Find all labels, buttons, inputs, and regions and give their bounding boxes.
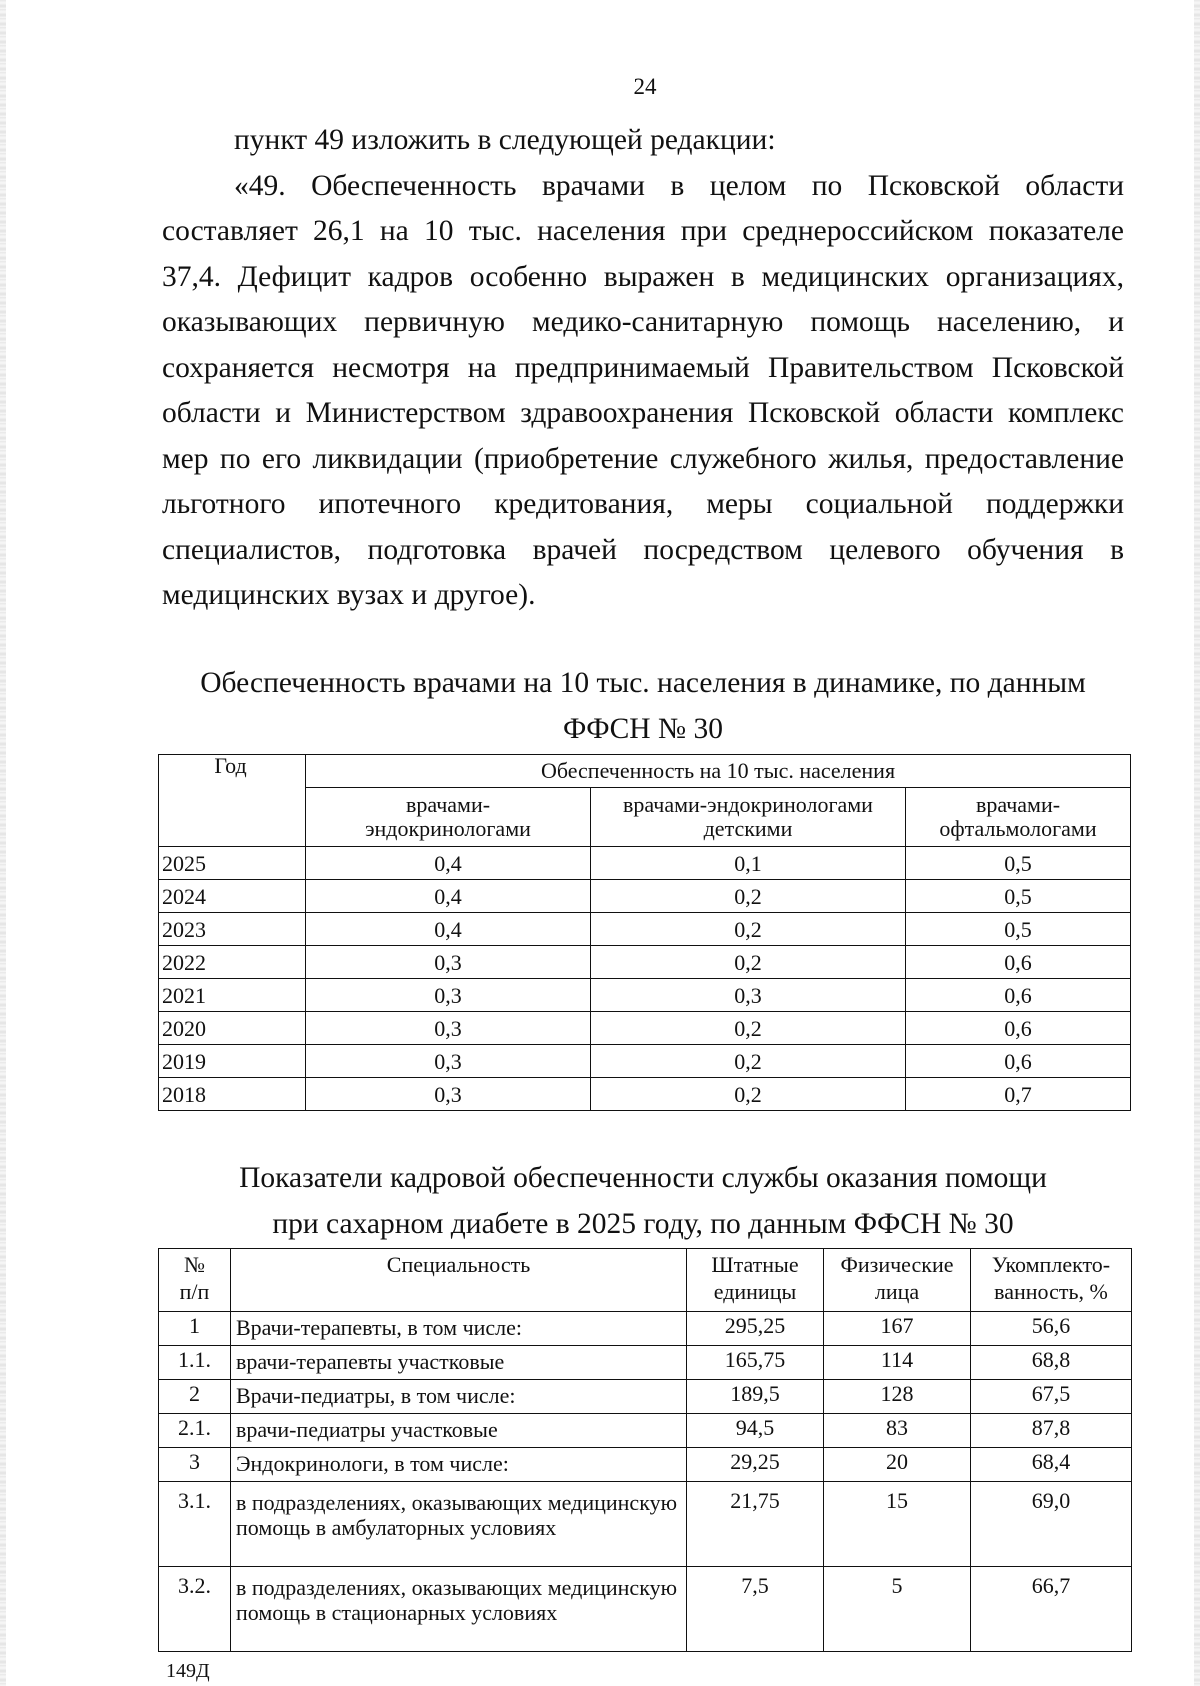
table1-caption-line1: Обеспеченность врачами на 10 тыс. населения в динамике, по данным bbox=[200, 667, 1086, 699]
row-number-cell: 3.2. bbox=[159, 1567, 231, 1652]
table1-header-row bbox=[159, 755, 1131, 788]
staff-units-cell: 189,5 bbox=[687, 1380, 824, 1414]
table-row bbox=[159, 913, 1131, 946]
paragraph-49: «49. Обеспеченность врачами в целом по Псковской области составляет 26,1 на 10 тыс. населения при среднероссийском показателе 37,4. Дефицит кадров особенно выражен в медицинских организациях, оказывающих первичную медико-санитарную помощь населению, и сохраняется несмотря на предпринимаемый Правительством Псковской области и Министерством здравоохранения Псковской области комплекс мер по его ликвидации (приобретение служебного жилья, предоставление льготного ипотечного кредитования, меры социальной поддержки специалистов, подготовка врачей посредством целевого обучения в медицинских вузах и другое). bbox=[162, 169, 1124, 611]
table-row bbox=[159, 979, 1131, 1012]
table-row bbox=[159, 946, 1131, 979]
value-cell: 0,1 bbox=[591, 847, 906, 880]
table-row bbox=[159, 847, 1131, 880]
staffing-percent-cell: 87,8 bbox=[971, 1414, 1132, 1448]
value-cell: 0,6 bbox=[906, 1012, 1131, 1045]
staff-units-cell: 165,75 bbox=[687, 1346, 824, 1380]
value-cell: 0,4 bbox=[306, 847, 591, 880]
row-number-cell: 3.1. bbox=[159, 1482, 231, 1567]
value-cell: 0,5 bbox=[906, 913, 1131, 946]
table2-header-pct-line1: Укомплекто- bbox=[991, 1252, 1111, 1277]
row-number-cell: 1 bbox=[159, 1312, 231, 1346]
table1-header-a-line1: врачами- bbox=[405, 792, 491, 817]
table1-caption-line2: ФФСН № 30 bbox=[563, 713, 723, 745]
table2-caption-line2: при сахарном диабете в 2025 году, по данным ФФСН № 30 bbox=[272, 1208, 1014, 1240]
staff-units-cell: 29,25 bbox=[687, 1448, 824, 1482]
value-cell: 0,3 bbox=[591, 979, 906, 1012]
staffing-percent-cell: 56,6 bbox=[971, 1312, 1132, 1346]
year-cell: 2021 bbox=[159, 979, 306, 1012]
table2-header-row bbox=[159, 1249, 1132, 1312]
row-number-cell: 2 bbox=[159, 1380, 231, 1414]
staffing-percent-cell: 68,4 bbox=[971, 1448, 1132, 1482]
value-cell: 0,6 bbox=[906, 946, 1131, 979]
physical-persons-cell: 20 bbox=[824, 1448, 971, 1482]
value-cell: 0,2 bbox=[591, 1078, 906, 1111]
paragraph-intro: пункт 49 изложить в следующей редакции: bbox=[234, 124, 776, 156]
specialty-cell: в подразделениях, оказывающих медицинскую помощь в стационарных условиях bbox=[231, 1567, 687, 1652]
value-cell: 0,2 bbox=[591, 946, 906, 979]
year-cell: 2022 bbox=[159, 946, 306, 979]
table2-header-specialty: Специальность bbox=[231, 1249, 687, 1312]
page-number: 24 bbox=[633, 74, 657, 99]
scan-edge-left bbox=[0, 0, 6, 1686]
value-cell: 0,5 bbox=[906, 847, 1131, 880]
year-cell: 2018 bbox=[159, 1078, 306, 1111]
table2-header-number-line2: п/п bbox=[179, 1279, 210, 1304]
table-row bbox=[159, 1448, 1132, 1482]
table2-header-pct-line2: ванность, % bbox=[994, 1279, 1108, 1304]
table-row bbox=[159, 1045, 1131, 1078]
staffing-percent-cell: 69,0 bbox=[971, 1482, 1132, 1567]
specialty-cell: Врачи-терапевты, в том числе: bbox=[231, 1312, 687, 1346]
specialty-cell: врачи-терапевты участковые bbox=[231, 1346, 687, 1380]
table-diabetes-staffing bbox=[158, 1248, 1132, 1652]
table1-header-ophthalmologists bbox=[906, 788, 1131, 847]
value-cell: 0,3 bbox=[306, 979, 591, 1012]
staffing-percent-cell: 66,7 bbox=[971, 1567, 1132, 1652]
table-row bbox=[159, 1012, 1131, 1045]
table-row bbox=[159, 880, 1131, 913]
table1-header-year: Год bbox=[159, 755, 306, 847]
table2-header-staffing-percent bbox=[971, 1249, 1132, 1312]
table-doctors-per-10k bbox=[158, 754, 1131, 1111]
physical-persons-cell: 83 bbox=[824, 1414, 971, 1448]
row-number-cell: 2.1. bbox=[159, 1414, 231, 1448]
value-cell: 0,2 bbox=[591, 913, 906, 946]
year-cell: 2019 bbox=[159, 1045, 306, 1078]
value-cell: 0,4 bbox=[306, 913, 591, 946]
year-cell: 2024 bbox=[159, 880, 306, 913]
table2-header-phys-line2: лица bbox=[874, 1279, 920, 1304]
table-row bbox=[159, 1380, 1132, 1414]
value-cell: 0,3 bbox=[306, 1078, 591, 1111]
table2-header-staff-line2: единицы bbox=[713, 1279, 797, 1304]
value-cell: 0,3 bbox=[306, 1045, 591, 1078]
staff-units-cell: 295,25 bbox=[687, 1312, 824, 1346]
specialty-cell: Врачи-педиатры, в том числе: bbox=[231, 1380, 687, 1414]
specialty-cell: врачи-педиатры участковые bbox=[231, 1414, 687, 1448]
document-code: 149Д bbox=[166, 1660, 210, 1682]
value-cell: 0,4 bbox=[306, 880, 591, 913]
physical-persons-cell: 15 bbox=[824, 1482, 971, 1567]
value-cell: 0,2 bbox=[591, 880, 906, 913]
table2-header-staff-line1: Штатные bbox=[711, 1252, 799, 1277]
row-number-cell: 1.1. bbox=[159, 1346, 231, 1380]
table1-header-b-line2: детскими bbox=[703, 816, 793, 841]
physical-persons-cell: 114 bbox=[824, 1346, 971, 1380]
table1-header-endocrinologists bbox=[306, 788, 591, 847]
staffing-percent-cell: 68,8 bbox=[971, 1346, 1132, 1380]
scan-edge-right bbox=[1194, 0, 1200, 1686]
table1-header-child-endocrinologists bbox=[591, 788, 906, 847]
table1-header-group: Обеспеченность на 10 тыс. населения bbox=[306, 755, 1131, 788]
value-cell: 0,2 bbox=[591, 1045, 906, 1078]
table1-header-b-line1: врачами-эндокринологами bbox=[623, 792, 873, 817]
value-cell: 0,6 bbox=[906, 1045, 1131, 1078]
staff-units-cell: 7,5 bbox=[687, 1567, 824, 1652]
table2-caption bbox=[150, 1155, 1136, 1247]
value-cell: 0,7 bbox=[906, 1078, 1131, 1111]
specialty-cell: Эндокринологи, в том числе: bbox=[231, 1448, 687, 1482]
table-row bbox=[159, 1312, 1132, 1346]
body-text bbox=[162, 118, 1124, 619]
table-row bbox=[159, 1078, 1131, 1111]
table2-header-staff-units bbox=[687, 1249, 824, 1312]
year-cell: 2020 bbox=[159, 1012, 306, 1045]
table1-header-c-line2: офтальмологами bbox=[939, 816, 1097, 841]
staff-units-cell: 94,5 bbox=[687, 1414, 824, 1448]
physical-persons-cell: 5 bbox=[824, 1567, 971, 1652]
value-cell: 0,3 bbox=[306, 1012, 591, 1045]
staffing-percent-cell: 67,5 bbox=[971, 1380, 1132, 1414]
specialty-cell: в подразделениях, оказывающих медицинскую помощь в амбулаторных условиях bbox=[231, 1482, 687, 1567]
table-row bbox=[159, 1567, 1132, 1652]
row-number-cell: 3 bbox=[159, 1448, 231, 1482]
year-cell: 2023 bbox=[159, 913, 306, 946]
value-cell: 0,5 bbox=[906, 880, 1131, 913]
table-row bbox=[159, 1482, 1132, 1567]
value-cell: 0,3 bbox=[306, 946, 591, 979]
year-cell: 2025 bbox=[159, 847, 306, 880]
value-cell: 0,2 bbox=[591, 1012, 906, 1045]
value-cell: 0,6 bbox=[906, 979, 1131, 1012]
table2-header-number-line1: № bbox=[184, 1252, 205, 1277]
table-row bbox=[159, 1414, 1132, 1448]
physical-persons-cell: 128 bbox=[824, 1380, 971, 1414]
physical-persons-cell: 167 bbox=[824, 1312, 971, 1346]
table1-caption bbox=[150, 660, 1136, 752]
table2-header-number bbox=[159, 1249, 231, 1312]
staff-units-cell: 21,75 bbox=[687, 1482, 824, 1567]
table-row bbox=[159, 1346, 1132, 1380]
table2-header-phys-line1: Физические bbox=[840, 1252, 954, 1277]
table1-header-c-line1: врачами- bbox=[975, 792, 1061, 817]
table1-header-a-line2: эндокринологами bbox=[365, 816, 531, 841]
table2-header-physical-persons bbox=[824, 1249, 971, 1312]
table2-caption-line1: Показатели кадровой обеспеченности службы оказания помощи bbox=[239, 1162, 1047, 1194]
